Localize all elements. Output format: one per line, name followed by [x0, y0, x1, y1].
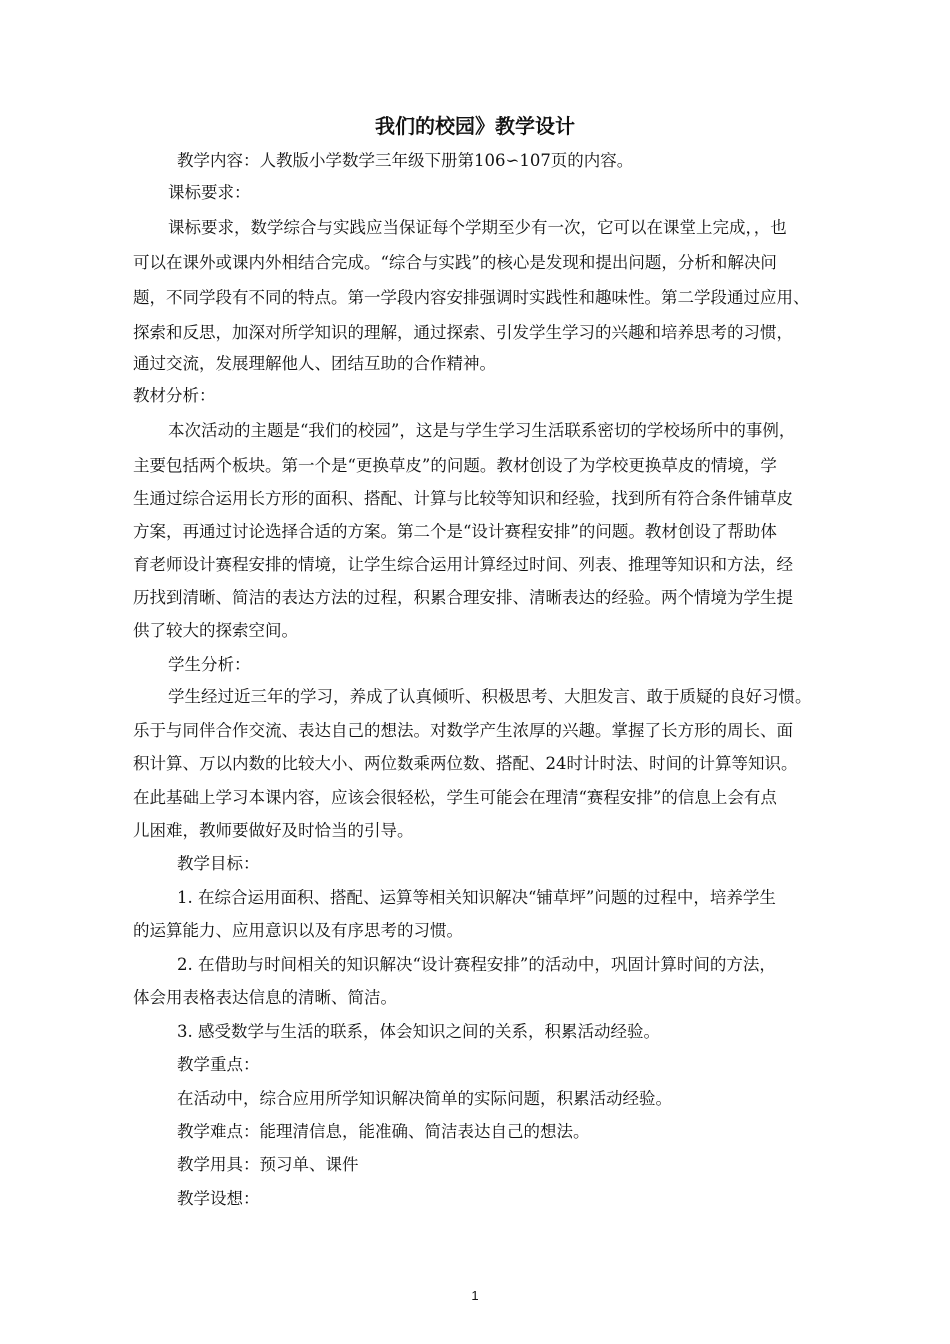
- text-line: 生通过综合运用长方形的面积、搭配、计算与比较等知识和经验，找到所有符合条件铺草皮: [133, 489, 793, 508]
- text-line: 积计算、万以内数的比较大小、两位数乘两位数、搭配、24时计时法、时间的计算等知识。: [133, 754, 798, 773]
- text-line: 历找到清晰、简洁的表达方法的过程，积累合理安排、清晰表达的经验。两个情境为学生提: [133, 588, 793, 607]
- text-line: 供了较大的探索空间。: [133, 621, 298, 640]
- text-line: 体会用表格表达信息的清晰、简洁。: [133, 988, 397, 1007]
- text-line: 儿困难，教师要做好及时恰当的引导。: [133, 821, 414, 840]
- text-line: 教学用具：预习单、课件: [177, 1155, 359, 1174]
- text-line: 课标要求，数学综合与实践应当保证每个学期至少有一次，它可以在课堂上完成，，也: [168, 218, 787, 237]
- text-line: 1. 在综合运用面积、搭配、运算等相关知识解决“铺草坪”问题的过程中，培养学生: [177, 888, 776, 907]
- text-line: 在此基础上学习本课内容，应该会很轻松，学生可能会在理清“赛程安排”的信息上会有点: [133, 788, 777, 807]
- text-line: 教学目标：: [177, 854, 260, 873]
- text-line: 主要包括两个板块。第一个是“更换草皮”的问题。教材创设了为学校更换草皮的情境，学: [133, 456, 777, 475]
- text-line: 学生经过近三年的学习，养成了认真倾听、积极思考、大胆发言、敢于质疑的良好习惯。: [168, 687, 812, 706]
- text-line: 题，不同学段有不同的特点。第一学段内容安排强调时实践性和趣味性。第二学段通过应用、: [133, 288, 810, 307]
- text-line: 教学设想：: [177, 1189, 260, 1208]
- text-line: 教学内容：人教版小学数学三年级下册第106∽107页的内容。: [177, 151, 634, 170]
- page-number: 1: [471, 1288, 479, 1303]
- text-line: 2. 在借助与时间相关的知识解决“设计赛程安排”的活动中，巩固计算时间的方法，: [177, 955, 776, 974]
- text-line: 可以在课外或课内外相结合完成。“综合与实践”的核心是发现和提出问题，分析和解决问: [133, 253, 777, 272]
- text-line: 教学重点：: [177, 1055, 260, 1074]
- text-line: 通过交流，发展理解他人、团结互助的合作精神。: [133, 354, 496, 373]
- text-line: 育老师设计赛程安排的情境，让学生综合运用计算经过时间、列表、推理等知识和方法，经: [133, 555, 793, 574]
- text-line: 学生分析：: [168, 655, 251, 674]
- document-title: 我们的校园》教学设计: [375, 114, 575, 138]
- text-line: 乐于与同伴合作交流、表达自己的想法。对数学产生浓厚的兴趣。掌握了长方形的周长、面: [133, 721, 793, 740]
- text-line: 本次活动的主题是“我们的校园”，这是与学生学习生活联系密切的学校场所中的事例，: [168, 421, 796, 440]
- text-line: 教学难点：能理清信息，能准确、简洁表达自己的想法。: [177, 1122, 590, 1141]
- text-line: 的运算能力、应用意识以及有序思考的习惯。: [133, 921, 463, 940]
- text-line: 在活动中，综合应用所学知识解决简单的实际问题，积累活动经验。: [177, 1089, 672, 1108]
- text-line: 教材分析：: [133, 386, 216, 405]
- text-line: 方案，再通过讨论选择合适的方案。第二个是“设计赛程安排”的问题。教材创设了帮助体: [133, 522, 777, 541]
- text-line: 课标要求：: [168, 183, 251, 202]
- text-line: 3. 感受数学与生活的联系，体会知识之间的关系，积累活动经验。: [177, 1022, 660, 1041]
- text-line: 探索和反思，加深对所学知识的理解，通过探索、引发学生学习的兴趣和培养思考的习惯，: [133, 323, 793, 342]
